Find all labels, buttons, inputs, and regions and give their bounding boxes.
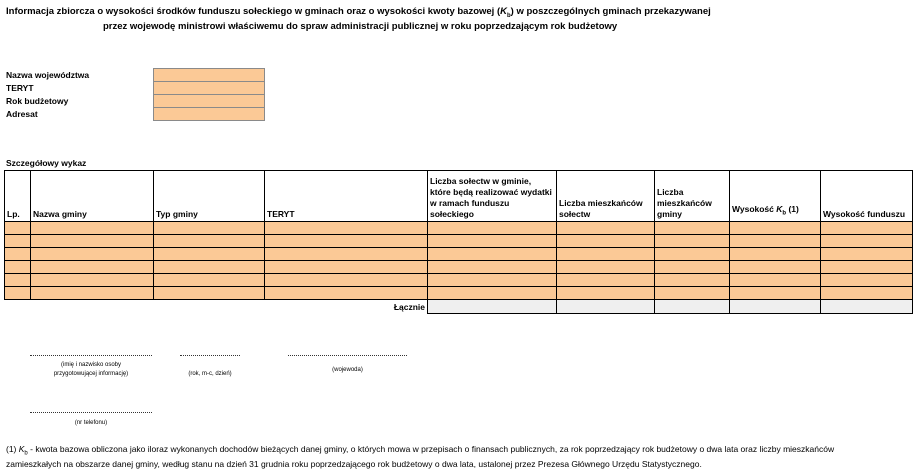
table-cell[interactable] [821, 274, 913, 287]
table-cell[interactable] [5, 287, 31, 300]
footnote-prefix: (1) [6, 444, 19, 454]
table-cell[interactable] [655, 235, 730, 248]
wk-k: K [776, 204, 783, 215]
total-label: Łącznie [393, 301, 425, 312]
table-cell[interactable] [557, 235, 655, 248]
table-cell[interactable] [154, 261, 265, 274]
table-cell[interactable] [5, 222, 31, 235]
table-cell[interactable] [154, 235, 265, 248]
table-cell[interactable] [31, 261, 154, 274]
col-header-mieszkancow-gminy: Liczba mieszkańców gminy [655, 171, 730, 222]
table-header-row [5, 171, 913, 222]
signature-person-caption: (imię i nazwisko osoby przygotowującej informację) [53, 362, 129, 377]
kb-subscript: b [507, 12, 511, 19]
signature-date [180, 355, 240, 379]
table-row [5, 222, 913, 235]
table-cell[interactable] [154, 287, 265, 300]
table-row [5, 274, 913, 287]
table-cell[interactable] [821, 261, 913, 274]
table-cell[interactable] [428, 248, 557, 261]
table-row [5, 235, 913, 248]
col-header-liczba-solectw: Liczba sołectw w gminie, które będą realizować wydatki w ramach funduszu sołeckiego [428, 171, 557, 222]
signature-date-caption: (rok, m-c, dzień) [188, 371, 232, 377]
table-row [5, 287, 913, 300]
table-cell[interactable] [655, 248, 730, 261]
table-row [5, 261, 913, 274]
wk-prefix: Wysokość [732, 204, 777, 215]
signature-person [30, 355, 152, 379]
field-label-rok: Rok budżetowy [6, 96, 69, 106]
table-cell[interactable] [265, 235, 428, 248]
table-cell[interactable] [821, 248, 913, 261]
signature-voivode-caption: (wojewoda) [332, 367, 363, 373]
col-header-mieszkancow-solectw: Liczba mieszkańców sołectw [557, 171, 655, 222]
table-cell[interactable] [154, 274, 265, 287]
table-cell[interactable] [154, 222, 265, 235]
table-cell[interactable] [557, 261, 655, 274]
table-cell[interactable] [821, 287, 913, 300]
table-cell[interactable] [821, 222, 913, 235]
table-cell[interactable] [730, 287, 821, 300]
col-header-wysokosc-funduszu: Wysokość funduszu [821, 171, 913, 222]
table-cell[interactable] [655, 222, 730, 235]
table-cell[interactable] [31, 287, 154, 300]
document-subtitle: przez wojewodę ministrowi właściwemu do spraw administracji publicznej w roku poprzedzającym rok budżetowy [103, 21, 618, 32]
total-cell[interactable] [730, 300, 821, 314]
field-label-teryt: TERYT [6, 83, 34, 93]
field-input-teryt[interactable] [153, 81, 265, 95]
footnote-k: K [18, 444, 25, 454]
footnote-line-2: zamieszkałych na obszarze danej gminy, według stanu na dzień 31 grudnia roku poprzedzającego rok budżetowy o dwa lata, ustalonej przez Prezesa Głównego Urzędu Statystycznego. [6, 459, 702, 469]
table-cell[interactable] [557, 248, 655, 261]
table-cell[interactable] [428, 261, 557, 274]
col-header-typ-gminy: Typ gminy [154, 171, 265, 222]
col-header-teryt: TERYT [265, 171, 428, 222]
total-spacer [154, 300, 265, 314]
signature-phone [30, 412, 152, 428]
col-header-wysokosc-kb [730, 171, 821, 222]
table-cell[interactable] [730, 235, 821, 248]
title-part-1: Informacja zbiorcza o wysokości środków funduszu sołeckiego w gminach oraz o wysokości kwoty bazowej ( [6, 6, 501, 17]
table-cell[interactable] [265, 287, 428, 300]
table-cell[interactable] [31, 248, 154, 261]
col-header-lp: Lp. [5, 171, 31, 222]
wk-suffix: (1) [786, 204, 799, 215]
table-cell[interactable] [557, 274, 655, 287]
signature-phone-caption: (nr telefonu) [74, 420, 108, 426]
table-cell[interactable] [428, 235, 557, 248]
table-cell[interactable] [428, 222, 557, 235]
table-cell[interactable] [5, 235, 31, 248]
table-cell[interactable] [31, 235, 154, 248]
table-cell[interactable] [557, 222, 655, 235]
table-cell[interactable] [265, 261, 428, 274]
title-part-2: ) w poszczególnych gminach przekazywanej [510, 6, 711, 17]
footnote-text-1: - kwota bazowa obliczona jako iloraz wykonanych dochodów bieżących danej gminy, o których mowa w przepisach o finansach publicznych, za rok poprzedzający rok budżetowy o dwa lata oraz liczby mieszkańców [27, 444, 835, 454]
field-input-rok[interactable] [153, 94, 265, 108]
total-cell[interactable] [655, 300, 730, 314]
table-body [5, 222, 913, 300]
col-header-nazwa-gminy: Nazwa gminy [31, 171, 154, 222]
signature-voivode [288, 355, 407, 375]
table-row [5, 248, 913, 261]
wk-sub: b [782, 211, 787, 217]
table-cell[interactable] [5, 274, 31, 287]
total-spacer [31, 300, 154, 314]
table-cell[interactable] [265, 222, 428, 235]
table-cell[interactable] [154, 248, 265, 261]
field-input-wojewodztwo[interactable] [153, 68, 265, 82]
section-title: Szczegółowy wykaz [6, 158, 87, 168]
footnote-sub: b [24, 450, 28, 457]
table-cell[interactable] [265, 248, 428, 261]
table-cell[interactable] [655, 287, 730, 300]
total-spacer [5, 300, 31, 314]
total-cell[interactable] [557, 300, 655, 314]
table-cell[interactable] [730, 274, 821, 287]
table-cell[interactable] [730, 261, 821, 274]
detail-table [4, 170, 913, 314]
total-cell[interactable] [821, 300, 913, 314]
table-cell[interactable] [31, 222, 154, 235]
kb-symbol: K [500, 6, 507, 17]
total-cell[interactable] [428, 300, 557, 314]
table-cell[interactable] [655, 274, 730, 287]
table-cell[interactable] [428, 274, 557, 287]
table-cell[interactable] [730, 248, 821, 261]
table-cell[interactable] [31, 274, 154, 287]
table-cell[interactable] [265, 274, 428, 287]
field-label-adresat: Adresat [6, 109, 38, 119]
field-input-adresat[interactable] [153, 107, 265, 121]
table-cell[interactable] [557, 287, 655, 300]
table-cell[interactable] [5, 248, 31, 261]
field-label-wojewodztwo: Nazwa województwa [6, 70, 90, 80]
table-cell[interactable] [428, 287, 557, 300]
table-cell[interactable] [655, 261, 730, 274]
table-cell[interactable] [821, 235, 913, 248]
table-cell[interactable] [730, 222, 821, 235]
table-cell[interactable] [5, 261, 31, 274]
total-row [5, 300, 913, 314]
